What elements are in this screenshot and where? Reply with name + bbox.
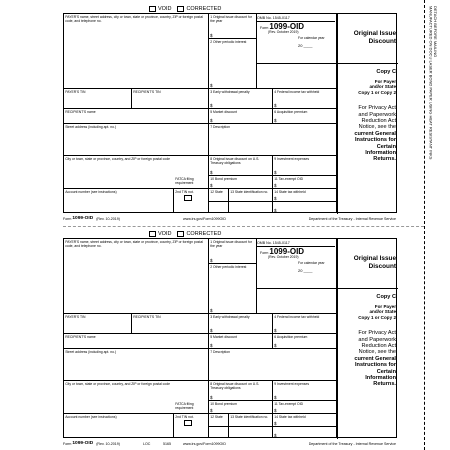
city-label: City or town, state or province, country, and ZIP or foreign postal code bbox=[65, 156, 171, 161]
privacy-5: current General bbox=[354, 130, 396, 137]
form-title-line2: Discount bbox=[368, 262, 396, 270]
street-address-field[interactable] bbox=[64, 124, 209, 156]
footer-form-number: 1099-OID bbox=[72, 441, 94, 446]
box3-field[interactable] bbox=[209, 314, 273, 334]
state-row-divider bbox=[209, 426, 337, 427]
account-number-field[interactable] bbox=[64, 414, 174, 438]
title-block bbox=[337, 239, 398, 289]
copy-sub-3: Copy 1 or Copy 2 bbox=[358, 89, 396, 95]
footer-dept: Department of the Treasury - Internal Revenue Service bbox=[308, 216, 396, 221]
payer-tin-field[interactable] bbox=[64, 314, 132, 334]
dollar-sign: $ bbox=[274, 432, 277, 438]
recipient-name-label: RECIPIENT'S name bbox=[65, 334, 96, 339]
privacy-9: Returns. bbox=[373, 156, 396, 163]
dollar-sign: $ bbox=[210, 307, 213, 313]
form-prefix: Form bbox=[260, 251, 269, 255]
box1-field[interactable] bbox=[209, 14, 257, 39]
dollar-sign: $ bbox=[210, 407, 213, 413]
footer-form-prefix: Form bbox=[63, 216, 72, 221]
box7-field[interactable] bbox=[209, 124, 337, 156]
side-strip-line2: MANUFACTURED ON DOCU LASER BOND PAPER USING HEAT RESISTANT INKS bbox=[428, 6, 434, 160]
payer-block-label: PAYER'S name, street address, city or town, state or province, country, ZIP or foreign postal code, and telephone no. bbox=[65, 14, 203, 23]
dollar-sign: $ bbox=[210, 102, 213, 108]
dollar-sign: $ bbox=[210, 342, 213, 348]
box12-label: 12 State bbox=[210, 189, 223, 194]
recipient-tin-field[interactable] bbox=[132, 89, 209, 109]
fatca-label: FATCA filing requirement bbox=[175, 176, 194, 185]
box7-label: 7 Description bbox=[210, 349, 230, 354]
box4-label: 4 Federal income tax withheld bbox=[274, 89, 320, 94]
recipient-name-field[interactable] bbox=[64, 109, 209, 124]
dollar-sign: $ bbox=[274, 421, 277, 426]
dollar-sign: $ bbox=[274, 169, 277, 175]
tin-not-label: 2nd TIN not. bbox=[175, 189, 194, 194]
box8-label: 8 Original issue discount on U.S. Treasury obligations bbox=[210, 381, 260, 390]
privacy-4: Notice, see the bbox=[358, 349, 396, 356]
footer-cat2: 5165 bbox=[163, 441, 171, 446]
box5-label: 5 Market discount bbox=[210, 334, 237, 339]
payer-tin-label: PAYER'S TIN bbox=[65, 314, 86, 319]
payer-tin-label: PAYER'S TIN bbox=[65, 89, 86, 94]
privacy-2: and Paperwork bbox=[358, 336, 396, 343]
tin-not-field[interactable] bbox=[174, 414, 209, 438]
side-strip-text bbox=[427, 6, 437, 216]
form-number-text: 1099-OID bbox=[269, 22, 305, 31]
box13-label: 13 State identification no. bbox=[230, 414, 269, 419]
form-grid bbox=[63, 13, 397, 213]
form-number-text: 1099-OID bbox=[269, 247, 305, 256]
fatca-field[interactable] bbox=[174, 176, 209, 189]
copy-block bbox=[337, 289, 398, 439]
box11-label: 11 Tax-exempt OID bbox=[274, 401, 304, 406]
dollar-sign: $ bbox=[210, 257, 213, 263]
fatca-field[interactable] bbox=[174, 401, 209, 414]
dollar-sign: $ bbox=[274, 407, 277, 413]
dollar-sign: $ bbox=[274, 182, 277, 188]
payer-block[interactable] bbox=[64, 14, 209, 89]
void-checkbox[interactable] bbox=[149, 231, 156, 237]
corrected-label: CORRECTED bbox=[186, 230, 222, 237]
blank-block bbox=[257, 64, 337, 89]
privacy-5: current General bbox=[354, 355, 396, 362]
recipient-name-field[interactable] bbox=[64, 334, 209, 349]
box8-field[interactable] bbox=[209, 381, 273, 401]
form-bottom bbox=[63, 229, 397, 450]
dollar-sign: $ bbox=[274, 207, 277, 213]
box9-label: 9 Investment expenses bbox=[274, 156, 310, 161]
void-checkbox[interactable] bbox=[149, 6, 156, 12]
copy-label: Copy C bbox=[376, 294, 396, 300]
tin-not-field[interactable] bbox=[174, 189, 209, 213]
box3-label: 3 Early withdrawal penalty bbox=[210, 314, 250, 319]
box6-field[interactable] bbox=[273, 334, 337, 349]
form-top bbox=[63, 4, 397, 228]
privacy-4: Notice, see the bbox=[358, 124, 396, 131]
omb-number: OMB No. 1545-0117 bbox=[257, 16, 335, 22]
revision-label: (Rev. October 2019) bbox=[268, 255, 299, 259]
copy-block bbox=[337, 64, 398, 214]
footer-form-prefix: Form bbox=[63, 441, 72, 446]
dollar-sign: $ bbox=[274, 327, 277, 333]
form-footer bbox=[63, 440, 397, 447]
footer-form-number: 1099-OID bbox=[72, 216, 94, 221]
footer-rev: (Rev. 10-2019) bbox=[96, 216, 120, 221]
box10-field[interactable] bbox=[209, 401, 273, 414]
dollar-sign: $ bbox=[274, 394, 277, 400]
footer-url: www.irs.gov/Form1099OID bbox=[183, 441, 226, 446]
box13-label: 13 State identification no. bbox=[230, 189, 269, 194]
privacy-9: Returns. bbox=[373, 381, 396, 388]
box8-label: 8 Original issue discount on U.S. Treasury obligations bbox=[210, 156, 260, 165]
street-label: Street address (including apt. no.) bbox=[65, 124, 117, 129]
box4-field[interactable] bbox=[273, 89, 337, 109]
box1-field[interactable] bbox=[209, 239, 257, 264]
copy-label: Copy C bbox=[376, 69, 396, 75]
city-label: City or town, state or province, country, and ZIP or foreign postal code bbox=[65, 381, 171, 386]
blank-block bbox=[257, 289, 337, 314]
account-label: Account number (see instructions) bbox=[65, 189, 117, 194]
form-grid bbox=[63, 238, 397, 438]
dollar-sign: $ bbox=[274, 117, 277, 123]
box12-label: 12 State bbox=[210, 414, 223, 419]
privacy-3: Reduction Act bbox=[361, 118, 396, 125]
dollar-sign: $ bbox=[210, 182, 213, 188]
box3-label: 3 Early withdrawal penalty bbox=[210, 89, 250, 94]
form-title-line2: Discount bbox=[368, 37, 396, 45]
privacy-2: and Paperwork bbox=[358, 111, 396, 118]
copy-sub-2: and/or State bbox=[369, 84, 396, 90]
box4-field[interactable] bbox=[273, 314, 337, 334]
copy-sub-1: For Payer bbox=[374, 304, 396, 309]
box11-field[interactable] bbox=[273, 176, 337, 189]
privacy-6: Instructions for bbox=[354, 137, 396, 144]
box2-label: 2 Other periodic interest bbox=[210, 264, 247, 269]
dollar-sign: $ bbox=[210, 117, 213, 123]
payer-tin-field[interactable] bbox=[64, 89, 132, 109]
title-block bbox=[337, 14, 398, 64]
dollar-sign: $ bbox=[274, 102, 277, 108]
year-field[interactable]: 20 ____ bbox=[298, 268, 313, 273]
form-footer bbox=[63, 215, 397, 222]
box5-field[interactable] bbox=[209, 109, 273, 124]
dollar-sign: $ bbox=[274, 342, 277, 348]
privacy-3: Reduction Act bbox=[361, 343, 396, 350]
box9-label: 9 Investment expenses bbox=[274, 381, 310, 386]
recipient-tin-label: RECIPIENT'S TIN bbox=[133, 89, 161, 94]
box7-field[interactable] bbox=[209, 349, 337, 381]
box9-field[interactable] bbox=[273, 381, 337, 401]
box10-field[interactable] bbox=[209, 176, 273, 189]
void-label: VOID bbox=[158, 5, 172, 12]
void-corrected-row bbox=[149, 4, 221, 13]
payer-block-label: PAYER'S name, street address, city or town, state or province, country, ZIP or foreign postal code, and telephone no. bbox=[65, 239, 203, 248]
fatca-label: FATCA filing requirement bbox=[175, 401, 194, 410]
privacy-1: For Privacy Act bbox=[358, 105, 396, 112]
corrected-checkbox[interactable] bbox=[177, 6, 184, 12]
box11-field[interactable] bbox=[273, 401, 337, 414]
form-title-line1: Original Issue bbox=[353, 255, 396, 262]
box11-label: 11 Tax-exempt OID bbox=[274, 176, 304, 181]
copy-sub-2: and/or State bbox=[369, 309, 396, 315]
dollar-sign: $ bbox=[210, 169, 213, 175]
copy-sub-3: Copy 1 or Copy 2 bbox=[358, 314, 396, 320]
box14-label: 14 State tax withheld bbox=[274, 414, 306, 419]
revision-label: (Rev. October 2019) bbox=[268, 30, 299, 34]
box3-field[interactable] bbox=[209, 89, 273, 109]
box2-label: 2 Other periodic interest bbox=[210, 39, 247, 44]
privacy-7: Certain bbox=[376, 368, 396, 375]
void-label: VOID bbox=[158, 230, 172, 237]
form-number-area bbox=[256, 240, 336, 273]
box6-label: 6 Acquisition premium bbox=[274, 334, 308, 339]
payer-block[interactable] bbox=[64, 239, 209, 314]
box2-field[interactable] bbox=[209, 39, 257, 89]
dollar-sign: $ bbox=[274, 196, 277, 201]
box6-label: 6 Acquisition premium bbox=[274, 109, 308, 114]
perforation-line bbox=[424, 0, 425, 450]
recipient-tin-field[interactable] bbox=[132, 314, 209, 334]
street-address-field[interactable] bbox=[64, 349, 209, 381]
box7-label: 7 Description bbox=[210, 124, 230, 129]
footer-url: www.irs.gov/Form1099OID bbox=[183, 216, 226, 221]
box1-label: 1 Original issue discount for the year bbox=[210, 14, 253, 23]
calendar-year-label: For calendar year bbox=[298, 261, 325, 265]
corrected-label: CORRECTED bbox=[186, 5, 222, 12]
fatca-checkbox[interactable] bbox=[184, 420, 192, 426]
state-row-divider bbox=[209, 201, 337, 202]
dollar-sign: $ bbox=[210, 82, 213, 88]
box10-label: 10 Bond premium bbox=[210, 176, 237, 181]
form-title-line1: Original Issue bbox=[353, 30, 396, 37]
footer-rev: (Rev. 10-2019) bbox=[96, 441, 120, 446]
street-label: Street address (including apt. no.) bbox=[65, 349, 117, 354]
box2-field[interactable] bbox=[209, 264, 257, 314]
box5-field[interactable] bbox=[209, 334, 273, 349]
dollar-sign: $ bbox=[210, 394, 213, 400]
privacy-1: For Privacy Act bbox=[358, 330, 396, 337]
box6-field[interactable] bbox=[273, 109, 337, 124]
account-label: Account number (see instructions) bbox=[65, 414, 117, 419]
privacy-8: Information bbox=[365, 375, 396, 382]
box10-label: 10 Bond premium bbox=[210, 401, 237, 406]
footer-cat: LOC bbox=[143, 441, 151, 446]
footer-dept: Department of the Treasury - Internal Revenue Service bbox=[308, 441, 396, 446]
side-strip-line1: DETACH BEFORE MAILING bbox=[433, 6, 438, 58]
void-corrected-row bbox=[149, 229, 221, 238]
form-prefix: Form bbox=[260, 26, 269, 30]
year-field[interactable]: 20 ____ bbox=[298, 43, 313, 48]
copy-sub-1: For Payer bbox=[374, 79, 396, 84]
corrected-checkbox[interactable] bbox=[177, 231, 184, 237]
privacy-6: Instructions for bbox=[354, 362, 396, 369]
dollar-sign: $ bbox=[210, 327, 213, 333]
form-number-area bbox=[256, 15, 336, 48]
calendar-year-label: For calendar year bbox=[298, 36, 325, 40]
cut-line bbox=[63, 226, 424, 227]
dollar-sign: $ bbox=[210, 32, 213, 38]
box5-label: 5 Market discount bbox=[210, 109, 237, 114]
privacy-8: Information bbox=[365, 150, 396, 157]
box9-field[interactable] bbox=[273, 156, 337, 176]
box1-label: 1 Original issue discount for the year bbox=[210, 239, 253, 248]
privacy-7: Certain bbox=[376, 143, 396, 150]
tin-not-label: 2nd TIN not. bbox=[175, 414, 194, 419]
fatca-checkbox[interactable] bbox=[184, 195, 192, 201]
recipient-tin-label: RECIPIENT'S TIN bbox=[133, 314, 161, 319]
account-number-field[interactable] bbox=[64, 189, 174, 213]
box8-field[interactable] bbox=[209, 156, 273, 176]
box14-label: 14 State tax withheld bbox=[274, 189, 306, 194]
omb-number: OMB No. 1545-0117 bbox=[257, 241, 335, 247]
recipient-name-label: RECIPIENT'S name bbox=[65, 109, 96, 114]
box4-label: 4 Federal income tax withheld bbox=[274, 314, 320, 319]
